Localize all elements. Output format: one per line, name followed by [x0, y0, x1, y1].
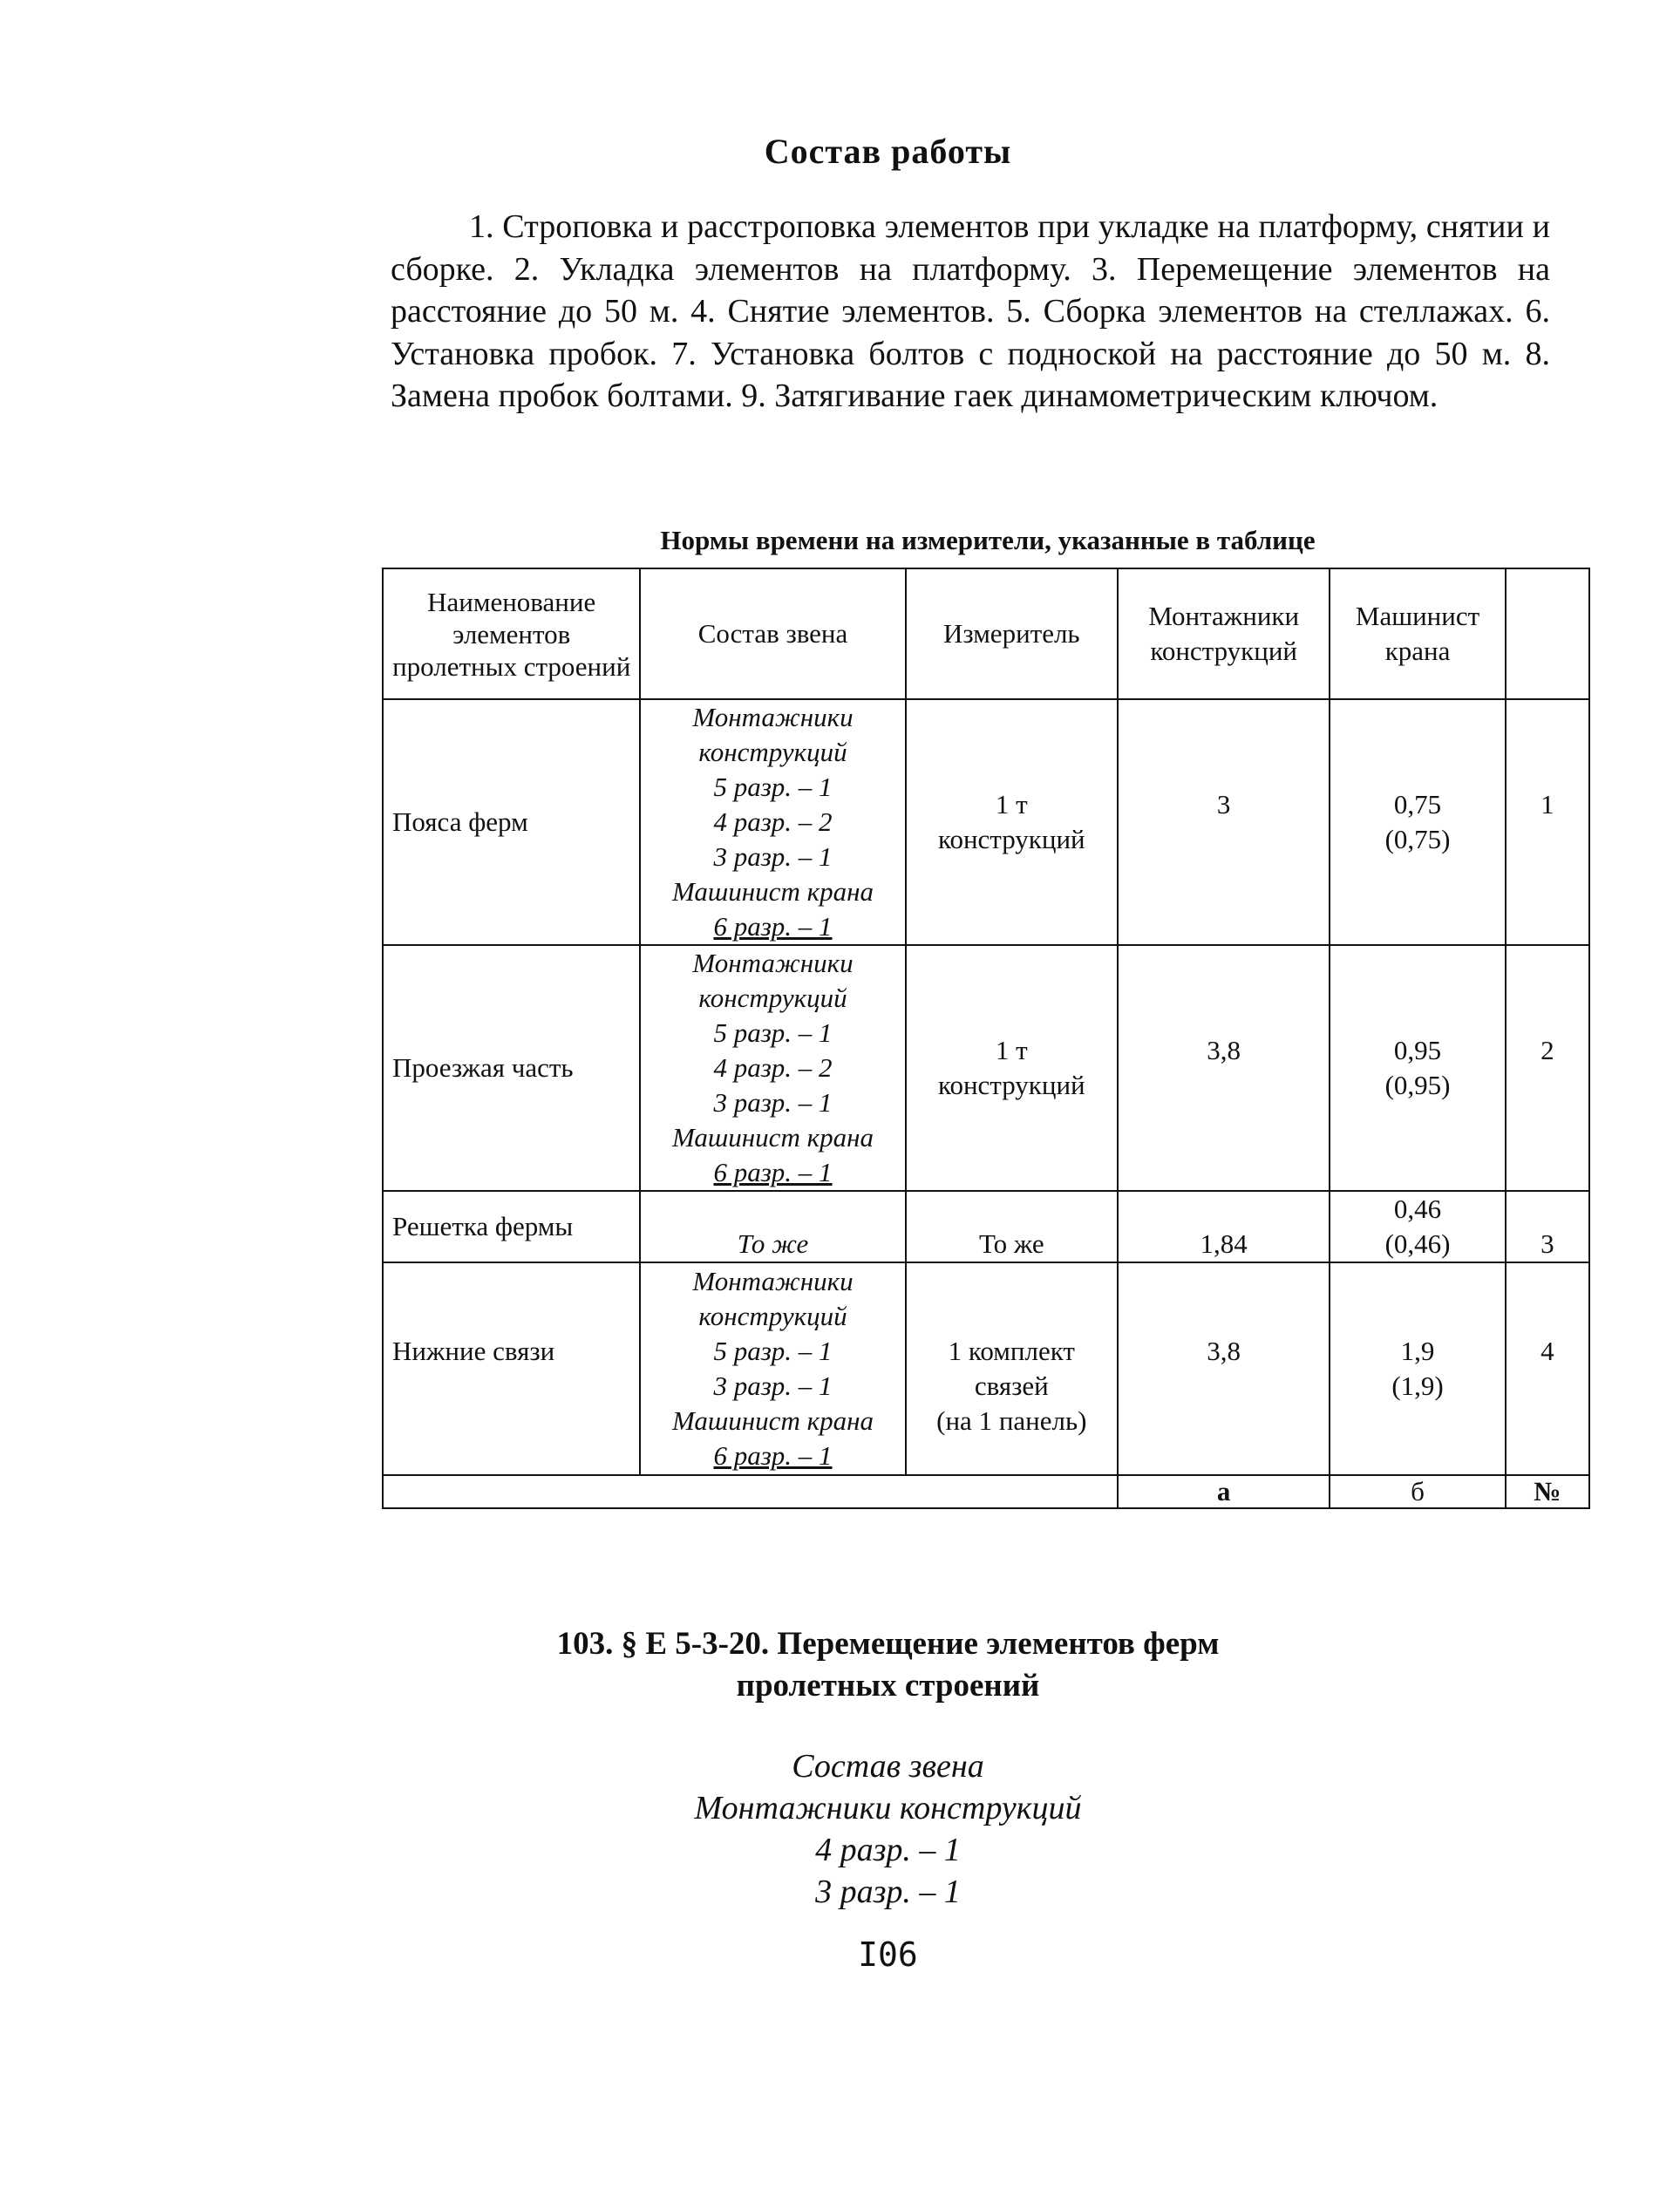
unit-line: 1 т	[995, 1035, 1028, 1065]
table-caption: Нормы времени на измерители, указанные в таблице	[660, 525, 1316, 555]
unit-line: 1 комплект	[948, 1336, 1075, 1366]
installers-norm-cell: 3,8	[1118, 945, 1330, 1191]
footer-empty-cell	[383, 1475, 1118, 1508]
work-composition-heading: Состав работы	[764, 132, 1012, 171]
element-name-cell: Пояса ферм	[383, 699, 640, 945]
crane-norm: 0,46	[1393, 1194, 1442, 1224]
crew-line: Машинист крана	[672, 1122, 874, 1153]
unit-cell	[906, 945, 1118, 1191]
unit-cell	[906, 699, 1118, 945]
row-number-cell: 4	[1506, 1262, 1589, 1475]
header-crane-operator: Машинист крана	[1330, 568, 1505, 699]
crew-line: 6 разр. – 1	[713, 1440, 833, 1471]
crew-line: Монтажники	[692, 1266, 854, 1296]
crew-line: Монтажники	[692, 948, 854, 978]
crew-line: 5 разр. – 1	[713, 772, 833, 802]
crane-norm-cell	[1330, 1191, 1505, 1262]
unit-line: 1 т	[995, 789, 1028, 820]
footer-column-number: №	[1506, 1475, 1589, 1508]
crew-line: конструкций	[698, 1301, 847, 1331]
section-heading	[0, 1623, 1680, 1707]
crane-norm-bracket: (0,95)	[1384, 1070, 1451, 1100]
footer-column-a: а	[1118, 1475, 1330, 1508]
header-number	[1506, 568, 1589, 699]
crew-line: Машинист крана	[672, 1405, 874, 1436]
page-number: I06	[858, 1935, 918, 1974]
section-heading-line: пролетных строений	[736, 1668, 1040, 1704]
crew-line: 6 разр. – 1	[713, 911, 833, 942]
time-norms-table	[382, 568, 1590, 1509]
element-name-cell: Нижние связи	[383, 1262, 640, 1475]
footer-column-b: б	[1330, 1475, 1505, 1508]
crew-block-line: Монтажники конструкций	[694, 1790, 1082, 1826]
unit-line: конструкций	[937, 824, 1085, 854]
crew-line: конструкций	[698, 983, 847, 1013]
crew-line: Монтажники	[692, 702, 854, 732]
header-element-name: Наименование элементов пролетных строений	[383, 568, 640, 699]
table-header-row	[383, 568, 1589, 699]
crew-composition-block	[0, 1745, 1680, 1913]
table-row	[383, 1262, 1589, 1475]
crew-line: 6 разр. – 1	[713, 1157, 833, 1187]
unit-line: (на 1 панель)	[936, 1405, 1087, 1436]
unit-cell	[906, 1262, 1118, 1475]
crane-norm-bracket: (0,46)	[1384, 1228, 1451, 1259]
crew-line: Машинист крана	[672, 876, 874, 907]
work-composition-text	[391, 206, 1550, 418]
crane-norm: 0,75	[1393, 789, 1442, 820]
crane-norm-bracket: (1,9)	[1391, 1370, 1444, 1401]
crew-cell: То же	[640, 1191, 905, 1262]
row-number-cell: 2	[1506, 945, 1589, 1191]
table-footer-row	[383, 1475, 1589, 1508]
table-row	[383, 945, 1589, 1191]
row-number-cell: 1	[1506, 699, 1589, 945]
row-number-cell: 3	[1506, 1191, 1589, 1262]
section-heading-line: 103. § Е 5-3-20. Перемещение элементов ферм	[556, 1626, 1220, 1662]
crew-line: 3 разр. – 1	[713, 841, 833, 872]
crane-norm-cell	[1330, 945, 1505, 1191]
work-steps-paragraph: 1. Строповка и расстроповка элементов при укладке на платформу, снятии и сборке. 2. Укладка элементов на платформу. 3. Перемещение элементов на расстояние до 50 м. 4. Снятие элементов. 5. Сборка элементов на стеллажах. 6. Установка пробок. 7. Установка болтов с подноской на расстояние до 50 м. 8. Замена пробок болтами. 9. Затягивание гаек динамометрическим ключом.	[391, 208, 1550, 414]
installers-norm-cell: 3,8	[1118, 1262, 1330, 1475]
crane-norm-bracket: (0,75)	[1384, 824, 1451, 854]
element-name-cell: Проезжая часть	[383, 945, 640, 1191]
unit-line: конструкций	[937, 1070, 1085, 1100]
element-name-cell: Решетка фермы	[383, 1191, 640, 1262]
crane-norm-cell	[1330, 699, 1505, 945]
unit-cell: То же	[906, 1191, 1118, 1262]
crew-line: 4 разр. – 2	[713, 806, 833, 837]
installers-norm-cell: 1,84	[1118, 1191, 1330, 1262]
crane-norm: 0,95	[1393, 1035, 1442, 1065]
crew-line: 3 разр. – 1	[713, 1370, 833, 1401]
header-crew: Состав звена	[640, 568, 905, 699]
table-row	[383, 699, 1589, 945]
header-unit: Измеритель	[906, 568, 1118, 699]
crew-block-line: 4 разр. – 1	[815, 1832, 961, 1868]
crane-norm: 1,9	[1400, 1336, 1435, 1366]
crew-cell	[640, 699, 905, 945]
table-row	[383, 1191, 1589, 1262]
crane-norm-cell	[1330, 1262, 1505, 1475]
crew-cell	[640, 1262, 905, 1475]
crew-line: 5 разр. – 1	[713, 1336, 833, 1366]
crew-line: конструкций	[698, 737, 847, 767]
unit-line: связей	[974, 1370, 1049, 1401]
crew-line: 5 разр. – 1	[713, 1017, 833, 1048]
crew-cell	[640, 945, 905, 1191]
crew-line: 3 разр. – 1	[713, 1087, 833, 1118]
crew-block-line: 3 разр. – 1	[815, 1874, 961, 1910]
installers-norm-cell: 3	[1118, 699, 1330, 945]
crew-line: 4 разр. – 2	[713, 1052, 833, 1083]
header-installers: Монтажники конструкций	[1118, 568, 1330, 699]
crew-block-title: Состав звена	[792, 1748, 984, 1785]
